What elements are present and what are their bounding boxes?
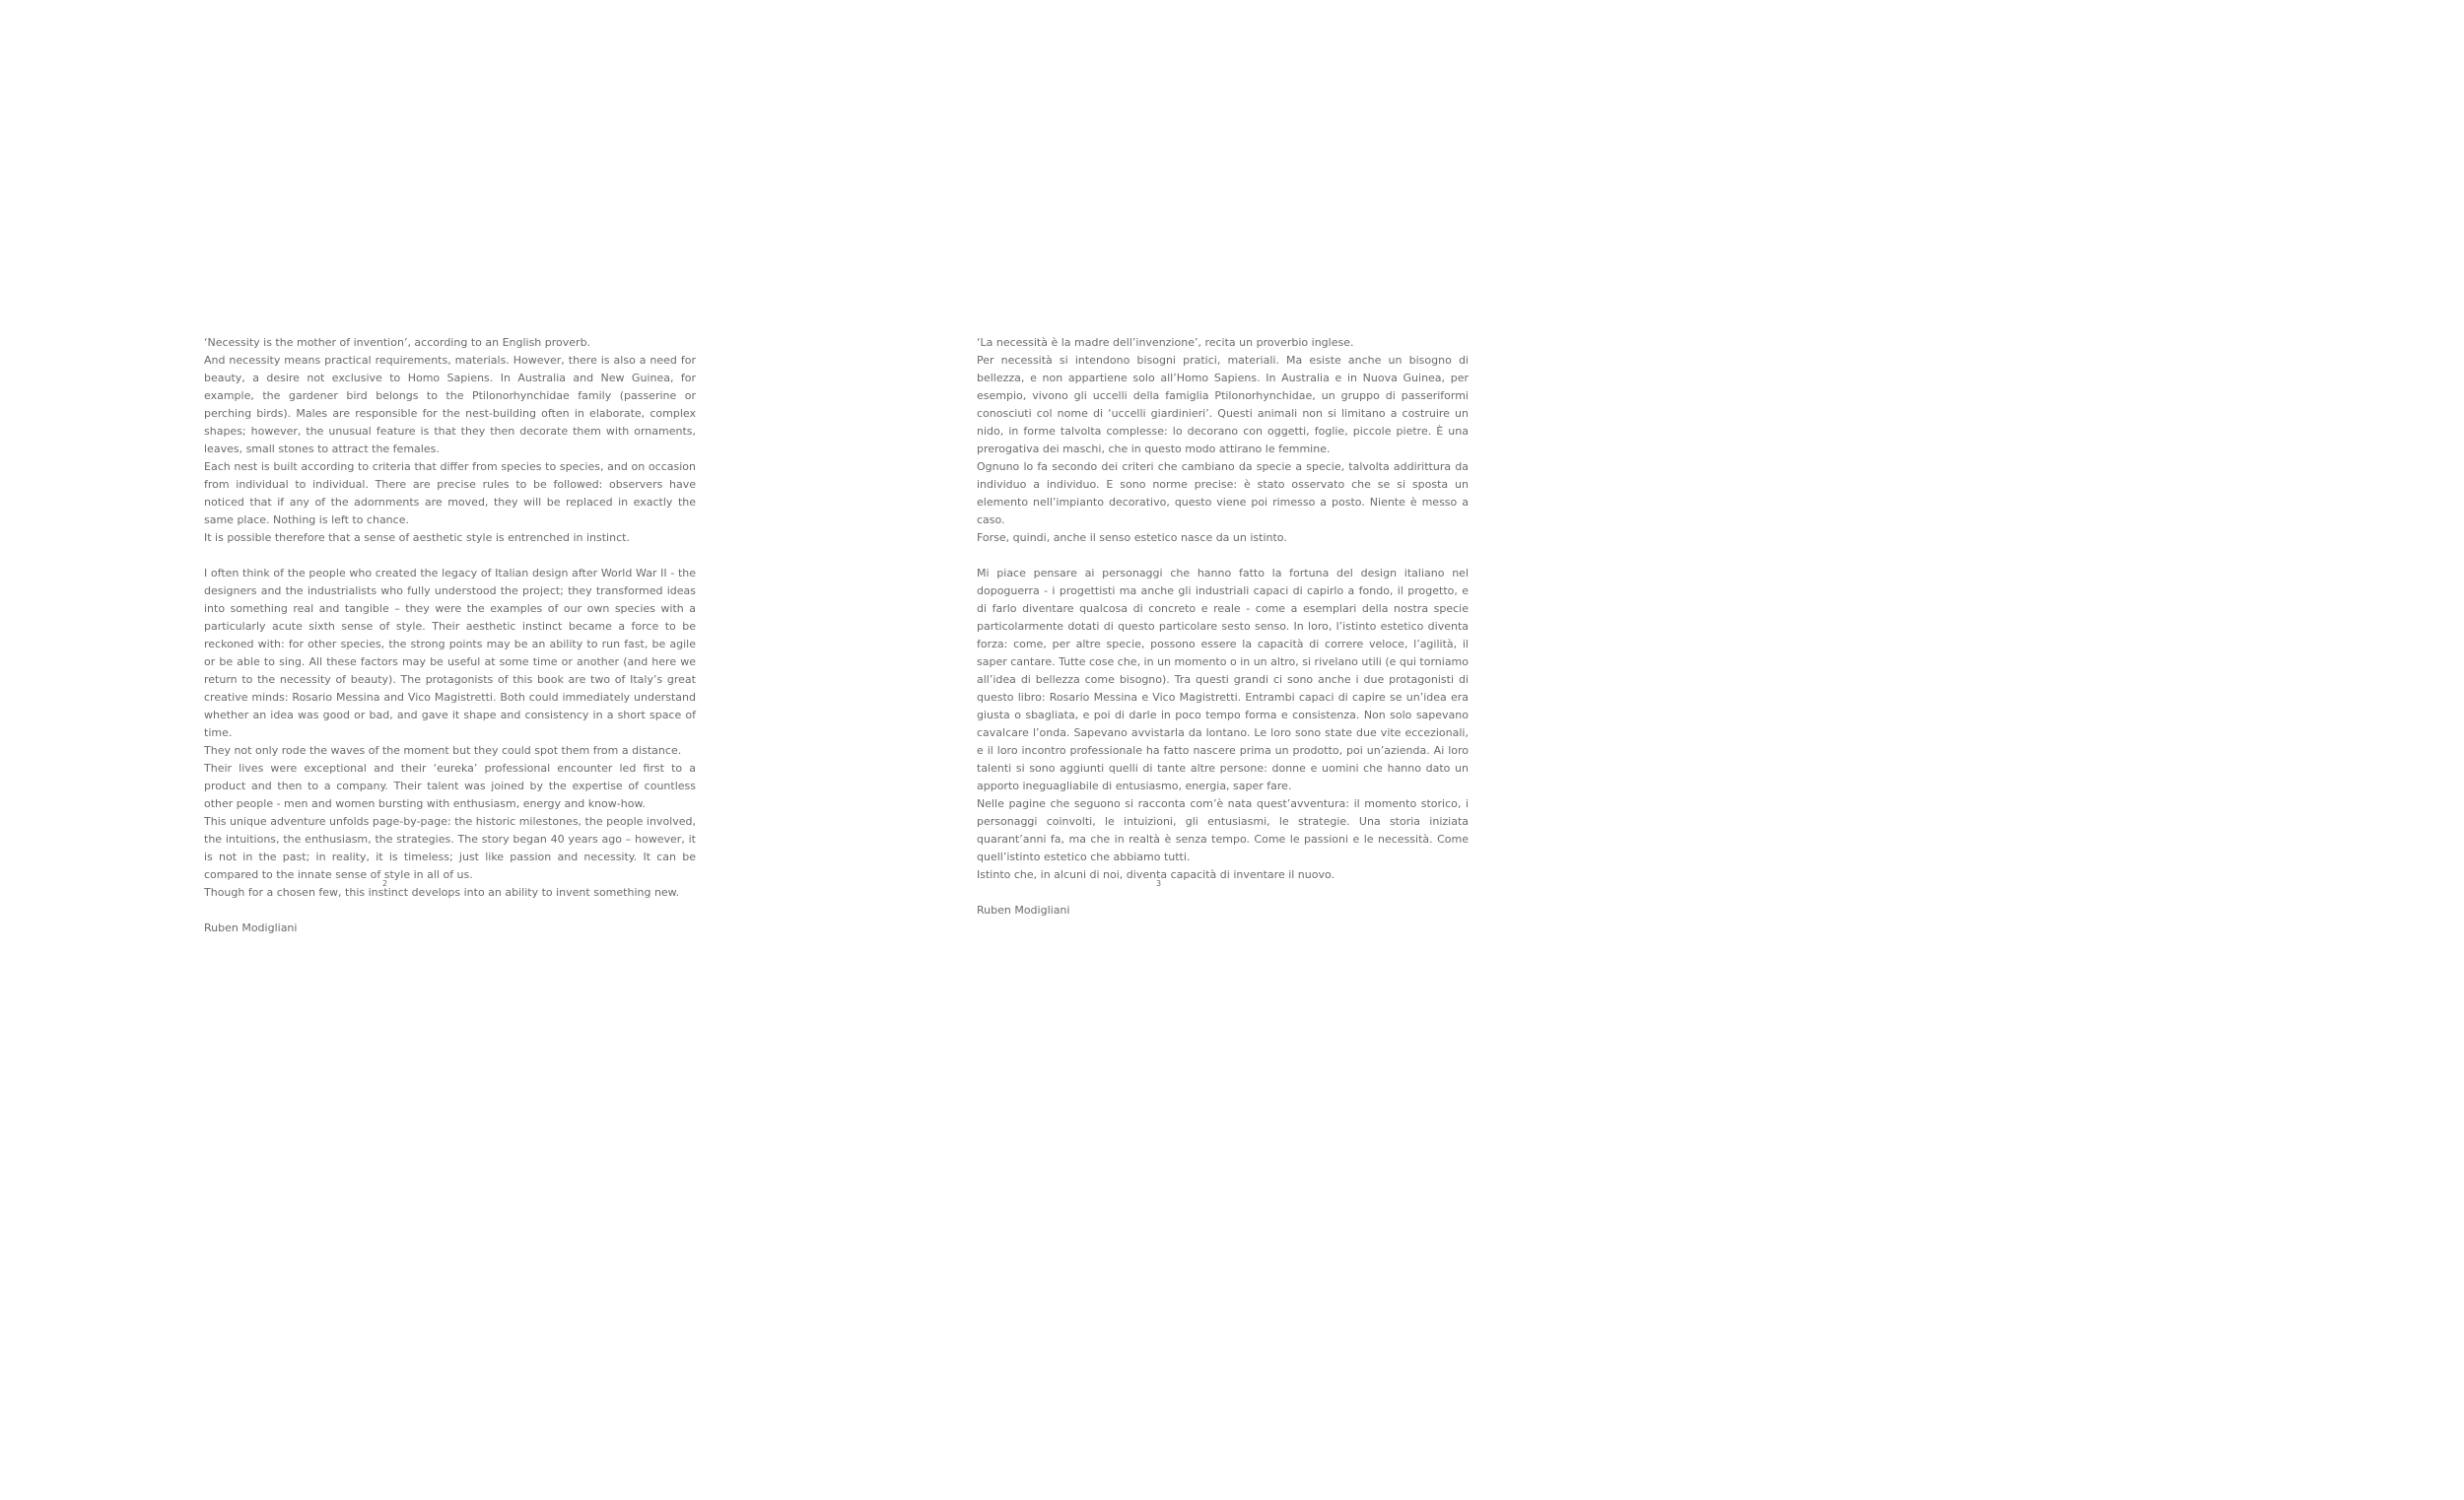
paragraph-spacer [204, 902, 696, 920]
paragraph: Forse, quindi, anche il senso estetico nasce da un istinto. [977, 531, 1287, 544]
author-signature: Ruben Modigliani [204, 921, 298, 934]
paragraph: Mi piace pensare ai personaggi che hanno fatto la fortuna del design italiano nel dopoguerra - i progettisti ma anche gli industriali capaci di capirlo a fondo, il progetto, e di farlo diventare qualcosa di concreto e reale - come a esemplari della nostra specie particolarmente dotati di questo particolare sesto senso. In loro, l’istinto estetico diventa forza: come, per altre specie, possono essere la capacità di correre veloce, l’agilità, il saper cantare. Tutte cose che, in un momento o in un altro, si rivelano utili (e qui torniamo all’idea di bellezza come bisogno). Tra questi grandi ci sono anche i due protagonisti di questo libro: Rosario Messina e Vico Magistretti. Entrambi capaci di capire se un’idea era giusta o sbagliata, e poi di darle in poco tempo forma e consistenza. Non solo sapevano cavalcare l’onda. Sapevano avvistarla da lontano. Le loro sono state due vite eccezionali, e il loro incontro professionale ha fatto nascere prima un prodotto, poi un’azienda. Ai loro talenti si sono aggiunti quelli di tante altre persone: donne e uomini che hanno dato un apporto ineguagliabile di entusiasmo, energia, saper fare. [977, 567, 1470, 792]
paragraph: It is possible therefore that a sense of aesthetic style is entrenched in instinct. [204, 531, 630, 544]
paragraph: Though for a chosen few, this instinct develops into an ability to invent something new. [204, 886, 680, 899]
paragraph: This unique adventure unfolds page-by-page: the historic milestones, the people involved, the intuitions, the enthusiasm, the strategies. The story began 40 years ago – however, it is not in the past; in reality, it is timeless; just like passion and necessity. It can be compared to the innate sense of style in all of us. [204, 815, 696, 881]
paragraph: ‘La necessità è la madre dell’invenzione’, recita un proverbio inglese. [977, 336, 1354, 349]
paragraph: Istinto che, in alcuni di noi, diventa capacità di inventare il nuovo. [977, 868, 1335, 881]
page-number-right: 3 [1156, 879, 1162, 888]
paragraph: Each nest is built according to criteria that differ from species to species, and on occasion from individual to individual. There are precise rules to be followed: observers have noticed that if any of the adornments are moved, they will be replaced in exactly the same place. Nothing is left to chance. [204, 460, 696, 526]
paragraph: And necessity means practical requirements, materials. However, there is also a need for beauty, a desire not exclusive to Homo Sapiens. In Australia and New Guinea, for example, the gardener bird belongs to the Ptilonorhynchidae family (passerine or perching birds). Males are responsible for the nest-building often in elaborate, complex shapes; however, the unusual feature is that they then decorate them with ornaments, leaves, small stones to attract the females. [204, 354, 696, 455]
paragraph: Their lives were exceptional and their ‘eureka’ professional encounter led first to a product and then to a company. Their talent was joined by the expertise of countless other people - men and women bursting with enthusiasm, energy and know-how. [204, 762, 696, 810]
page-number-left: 2 [382, 879, 388, 888]
paragraph: Nelle pagine che seguono si racconta com’è nata quest’avventura: il momento storico, i personaggi coinvolti, le intuizioni, gli entusiasmi, le strategie. Una storia iniziata quarant’anni fa, ma che in realtà è senza tempo. Come le passioni e le necessità. Come quell’istinto estetico che abbiamo tutti. [977, 797, 1469, 863]
paragraph-spacer [977, 884, 1469, 902]
paragraph: I often think of the people who created the legacy of Italian design after World War II - the designers and the industrialists who fully understood the project; they transformed ideas into something real and tangible – they were the examples of our own species with a particularly acute sixth sense of style. Their aesthetic instinct became a force to be reckoned with: for other species, the strong points may be an ability to run fast, be agile or be able to sing. All these factors may be useful at some time or another (and here we return to the necessity of beauty). The protagonists of this book are two of Italy’s great creative minds: Rosario Messina and Vico Magistretti. Both could immediately understand whether an idea was good or bad, and gave it shape and consistency in a short space of time. [204, 567, 696, 739]
left-page-text [204, 334, 696, 937]
paragraph: Per necessità si intendono bisogni pratici, materiali. Ma esiste anche un bisogno di bellezza, e non appartiene solo all’Homo Sapiens. In Australia e in Nuova Guinea, per esempio, vivono gli uccelli della famiglia Ptilonorhynchidae, un gruppo di passeriformi conosciuti col nome di ‘uccelli giardinieri’. Questi animali non si limitano a costruire un nido, in forme talvolta complesse: lo decorano con oggetti, foglie, piccole pietre. È una prerogativa dei maschi, che in questo modo attirano le femmine. [977, 354, 1469, 455]
right-page-text [977, 334, 1469, 920]
paragraph-spacer [204, 547, 696, 565]
paragraph: Ognuno lo fa secondo dei criteri che cambiano da specie a specie, talvolta addirittura da individuo a individuo. E sono norme precise: è stato osservato che se si sposta un elemento nell’impianto decorativo, questo viene poi rimesso a posto. Niente è messo a caso. [977, 460, 1469, 526]
author-signature: Ruben Modigliani [977, 904, 1070, 917]
paragraph: They not only rode the waves of the moment but they could spot them from a distance. [204, 744, 682, 757]
paragraph-spacer [977, 547, 1469, 565]
paragraph: ‘Necessity is the mother of invention’, according to an English proverb. [204, 336, 591, 349]
